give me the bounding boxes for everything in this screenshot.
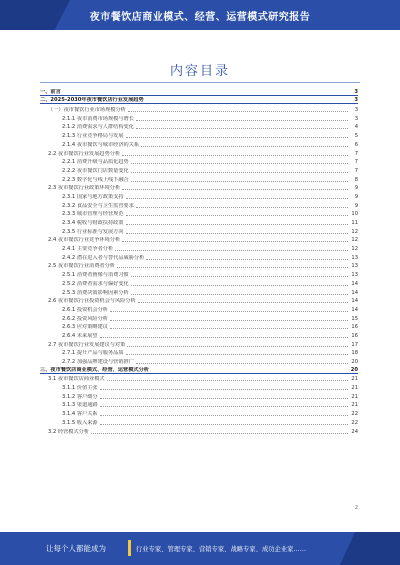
toc-entry-label: 2.3.4 税收与财政扶持政策 xyxy=(62,220,124,226)
toc-divider xyxy=(40,82,360,83)
toc-leader-dots xyxy=(131,163,348,164)
toc-leader-dots xyxy=(100,389,348,390)
toc-entry[interactable] xyxy=(40,217,358,226)
toc-entry-label: 2.7 夜市餐饮行业发展建议与对策 xyxy=(48,341,126,348)
toc-entry-page: 9 xyxy=(354,202,358,209)
toc-entry[interactable] xyxy=(40,261,358,270)
toc-entry-label: 2.5.2 消费者需求与偏好变化 xyxy=(62,280,129,287)
toc-entry-label: 3.1 夜市餐饮店商业模式 xyxy=(48,376,105,383)
toc-entry[interactable] xyxy=(40,96,358,105)
toc-entry-page: 7 xyxy=(354,150,358,157)
toc-leader-dots xyxy=(122,155,348,156)
toc-entry-label: 2.6 夜市餐饮行业投资机会与风险分析 xyxy=(48,298,136,305)
toc-leader-dots xyxy=(146,259,348,260)
toc-entry[interactable] xyxy=(40,408,358,417)
toc-entry[interactable] xyxy=(40,304,358,313)
toc-entry-label: 3.1.3 渠道通路 xyxy=(62,402,98,409)
toc-entry[interactable] xyxy=(40,330,358,339)
toc-entry[interactable] xyxy=(40,226,358,235)
toc-entry-page: 14 xyxy=(351,298,358,305)
toc-entry-page: 3 xyxy=(354,97,358,104)
toc-leader-dots xyxy=(100,424,348,425)
toc-entry-page: 14 xyxy=(351,306,358,313)
toc-entry-page: 15 xyxy=(351,315,358,322)
toc-entry[interactable] xyxy=(40,104,358,113)
footer-separator-icon xyxy=(128,540,131,556)
toc-entry-label: 一、前言 xyxy=(40,88,61,95)
toc-entry[interactable] xyxy=(40,122,358,131)
toc-entry[interactable] xyxy=(40,322,358,331)
toc-entry-label: 2.6.1 投资机会分析 xyxy=(62,306,108,313)
toc-leader-dots xyxy=(110,311,348,312)
toc-entry-page: 7 xyxy=(354,159,358,166)
footer-tagline: 行业专家、管理专家、营销专家、战略专家、成功企业家…… xyxy=(136,546,307,553)
toc-entry-label: 2.2.1 消费升级与品质化趋势 xyxy=(62,159,129,166)
toc-entry-page: 24 xyxy=(351,428,358,435)
toc-leader-dots xyxy=(110,328,348,329)
toc-entry-label: 2.1.4 夜市餐饮与城市经济的关系 xyxy=(62,141,140,148)
toc-entry-label: 2.1.2 消费需求与人群结构变化 xyxy=(62,124,134,131)
toc-entry[interactable] xyxy=(40,174,358,183)
toc-entry[interactable] xyxy=(40,139,358,148)
toc-leader-dots xyxy=(131,276,348,277)
toc-leader-dots xyxy=(126,354,348,355)
toc-entry-label: 2.6.4 未来展望 xyxy=(62,332,98,339)
toc-entry[interactable] xyxy=(40,400,358,409)
toc-entry-page: 12 xyxy=(351,237,358,244)
toc-leader-dots xyxy=(131,181,348,182)
toc-entry-label: 2.6.2 投资风险分析 xyxy=(62,315,108,322)
toc-entry[interactable] xyxy=(40,243,358,252)
page-number: 2 xyxy=(354,505,358,511)
toc-entry-page: 13 xyxy=(351,263,358,270)
toc-heading: 内容目录 xyxy=(169,64,230,79)
toc-entry-label: 2.5 夜市餐饮行业消费者分析 xyxy=(48,263,115,270)
toc-entry-label: 2.6.3 应对策略建议 xyxy=(62,324,108,331)
toc-leader-dots xyxy=(100,406,348,407)
toc-leader-dots xyxy=(115,250,348,251)
toc-entry-label: 2.4 夜市餐饮行业竞争环境分析 xyxy=(48,237,121,244)
toc-entry-page: 21 xyxy=(351,402,358,409)
toc-entry[interactable] xyxy=(40,339,358,348)
toc-entry-label: 2.1.3 行业竞争格局与发展 xyxy=(62,133,124,140)
toc-entry-label: 2.5.3 消费决策影响因素分析 xyxy=(62,289,129,296)
toc-entry-page: 12 xyxy=(351,228,358,235)
toc-leader-dots xyxy=(126,137,348,138)
toc-entry-label: 2.1.1 夜市消费市场规模与增长 xyxy=(62,115,134,122)
toc-entry-label: 二、2025-2030年夜市餐饮店行业发展趋势 xyxy=(40,97,144,104)
toc-entry-label: 2.3.1 国家与地方政策支持 xyxy=(62,193,124,200)
toc-leader-dots xyxy=(91,433,348,434)
footer-slogan: 让每个人都能成为 xyxy=(46,544,106,553)
toc-entry[interactable] xyxy=(40,235,358,244)
toc-entry-page: 12 xyxy=(351,246,358,253)
toc-leader-dots xyxy=(110,320,348,321)
toc-leader-dots xyxy=(126,233,348,234)
table-of-contents xyxy=(40,87,358,435)
report-footer-bar xyxy=(0,532,400,565)
toc-entry-page: 14 xyxy=(351,289,358,296)
toc-entry-page: 4 xyxy=(354,124,358,131)
toc-entry-page: 21 xyxy=(351,393,358,400)
toc-entry[interactable] xyxy=(40,130,358,139)
toc-entry-label: 3.1.5 收入来源 xyxy=(62,419,98,426)
toc-entry-page: 3 xyxy=(354,115,358,122)
toc-leader-dots xyxy=(122,241,348,242)
toc-entry-label: 3.1.4 客户关系 xyxy=(62,411,98,418)
toc-entry-page: 9 xyxy=(354,193,358,200)
toc-entry-page: 3 xyxy=(354,88,358,95)
toc-leader-dots xyxy=(126,198,348,199)
toc-entry-page: 13 xyxy=(351,272,358,279)
toc-entry-label: 2.2 夜市餐饮行业发展趋势分析 xyxy=(48,150,121,157)
toc-entry-label: 2.2.3 数字化与线上线下融合 xyxy=(62,176,129,183)
toc-entry[interactable] xyxy=(40,287,358,296)
toc-leader-dots xyxy=(126,224,348,225)
toc-entry[interactable] xyxy=(40,165,358,174)
toc-entry-page: 21 xyxy=(351,376,358,383)
toc-entry-page: 14 xyxy=(351,280,358,287)
toc-entry[interactable] xyxy=(40,87,358,96)
toc-entry[interactable] xyxy=(40,113,358,122)
toc-leader-dots xyxy=(100,337,348,338)
toc-entry-page: 8 xyxy=(354,176,358,183)
toc-leader-dots xyxy=(141,146,348,147)
toc-entry-label: 2.5.1 消费者画像与消费习惯 xyxy=(62,272,129,279)
toc-entry-label: 2.3.5 行业标准与发展方向 xyxy=(62,228,124,235)
toc-entry-label: 2.3.3 城市管理与经营规范 xyxy=(62,211,124,218)
toc-entry-page: 22 xyxy=(351,411,358,418)
toc-entry-label: 3.1.1 价值主张 xyxy=(62,385,98,392)
toc-entry[interactable] xyxy=(40,426,358,435)
toc-entry[interactable] xyxy=(40,200,358,209)
toc-entry[interactable] xyxy=(40,183,358,192)
toc-entry-label: 2.3.2 食品安全与卫生监管要求 xyxy=(62,202,134,209)
toc-leader-dots xyxy=(126,215,348,216)
toc-leader-dots xyxy=(136,128,348,129)
toc-entry-page: 16 xyxy=(351,332,358,339)
toc-entry[interactable] xyxy=(40,157,358,166)
toc-entry-label: 3.2 经营模式分析 xyxy=(48,428,90,435)
toc-entry-label: 2.3 夜市餐饮行业政策环境分析 xyxy=(48,185,121,192)
toc-leader-dots xyxy=(100,398,348,399)
toc-entry[interactable] xyxy=(40,356,358,365)
toc-entry-page: 11 xyxy=(351,220,358,226)
toc-entry[interactable] xyxy=(40,417,358,426)
toc-entry-page: 9 xyxy=(354,185,358,192)
toc-entry-page: 5 xyxy=(354,133,358,140)
toc-entry-page: 18 xyxy=(351,350,358,357)
toc-leader-dots xyxy=(117,267,348,268)
toc-entry-page: 7 xyxy=(354,167,358,174)
toc-leader-dots xyxy=(100,415,348,416)
toc-entry-page: 17 xyxy=(351,341,358,348)
toc-entry[interactable] xyxy=(40,296,358,305)
toc-entry-page: 13 xyxy=(351,254,358,261)
toc-leader-dots xyxy=(136,120,348,121)
toc-entry-label: 2.7.2 加强品牌建设与营销推广 xyxy=(62,359,134,365)
toc-entry[interactable] xyxy=(40,252,358,261)
toc-entry[interactable] xyxy=(40,148,358,157)
toc-entry-page: 20 xyxy=(351,359,358,365)
toc-entry-page: 20 xyxy=(350,366,358,373)
toc-entry[interactable] xyxy=(40,374,358,383)
toc-entry[interactable] xyxy=(40,382,358,391)
toc-entry-page: 10 xyxy=(351,211,358,218)
toc-leader-dots xyxy=(128,111,348,112)
toc-entry[interactable] xyxy=(40,391,358,400)
toc-leader-dots xyxy=(122,189,348,190)
toc-entry[interactable] xyxy=(40,191,358,200)
toc-entry[interactable] xyxy=(40,313,358,322)
toc-leader-dots xyxy=(131,172,348,173)
toc-entry[interactable] xyxy=(40,209,358,218)
toc-entry[interactable] xyxy=(40,365,358,374)
toc-entry[interactable] xyxy=(40,278,358,287)
toc-entry-page: 3 xyxy=(354,107,358,114)
toc-leader-dots xyxy=(127,346,348,347)
toc-entry-page: 21 xyxy=(351,385,358,392)
toc-entry-label: 2.4.1 主要竞争者分析 xyxy=(62,246,114,253)
toc-leader-dots xyxy=(131,285,348,286)
toc-leader-dots xyxy=(136,363,348,364)
toc-entry-label: 2.2.2 夜市餐饮门店数量变化 xyxy=(62,167,129,174)
toc-leader-dots xyxy=(136,207,348,208)
toc-entry-page: 16 xyxy=(351,324,358,331)
toc-entry-label: 2.4.2 潜在进入者与替代品威胁分析 xyxy=(62,254,145,261)
toc-entry-label: （一）夜市餐饮行业市场规模分析 xyxy=(48,107,126,114)
toc-entry-label: 3.1.2 客户细分 xyxy=(62,393,98,400)
toc-leader-dots xyxy=(107,380,348,381)
toc-leader-dots xyxy=(131,294,348,295)
toc-entry[interactable] xyxy=(40,348,358,357)
report-header-bar xyxy=(0,0,400,30)
toc-entry-page: 22 xyxy=(351,419,358,426)
footer-decoration xyxy=(340,532,400,565)
toc-leader-dots xyxy=(138,302,348,303)
toc-entry-label: 三、夜市餐饮店商业模式、经营、运营模式分析 xyxy=(40,366,149,373)
toc-entry-label: 2.7.1 提升产品与服务品质 xyxy=(62,350,124,357)
report-title: 夜市餐饮店商业模式、经营、运营模式研究报告 xyxy=(89,12,311,23)
toc-entry[interactable] xyxy=(40,269,358,278)
toc-entry-page: 6 xyxy=(354,141,358,148)
